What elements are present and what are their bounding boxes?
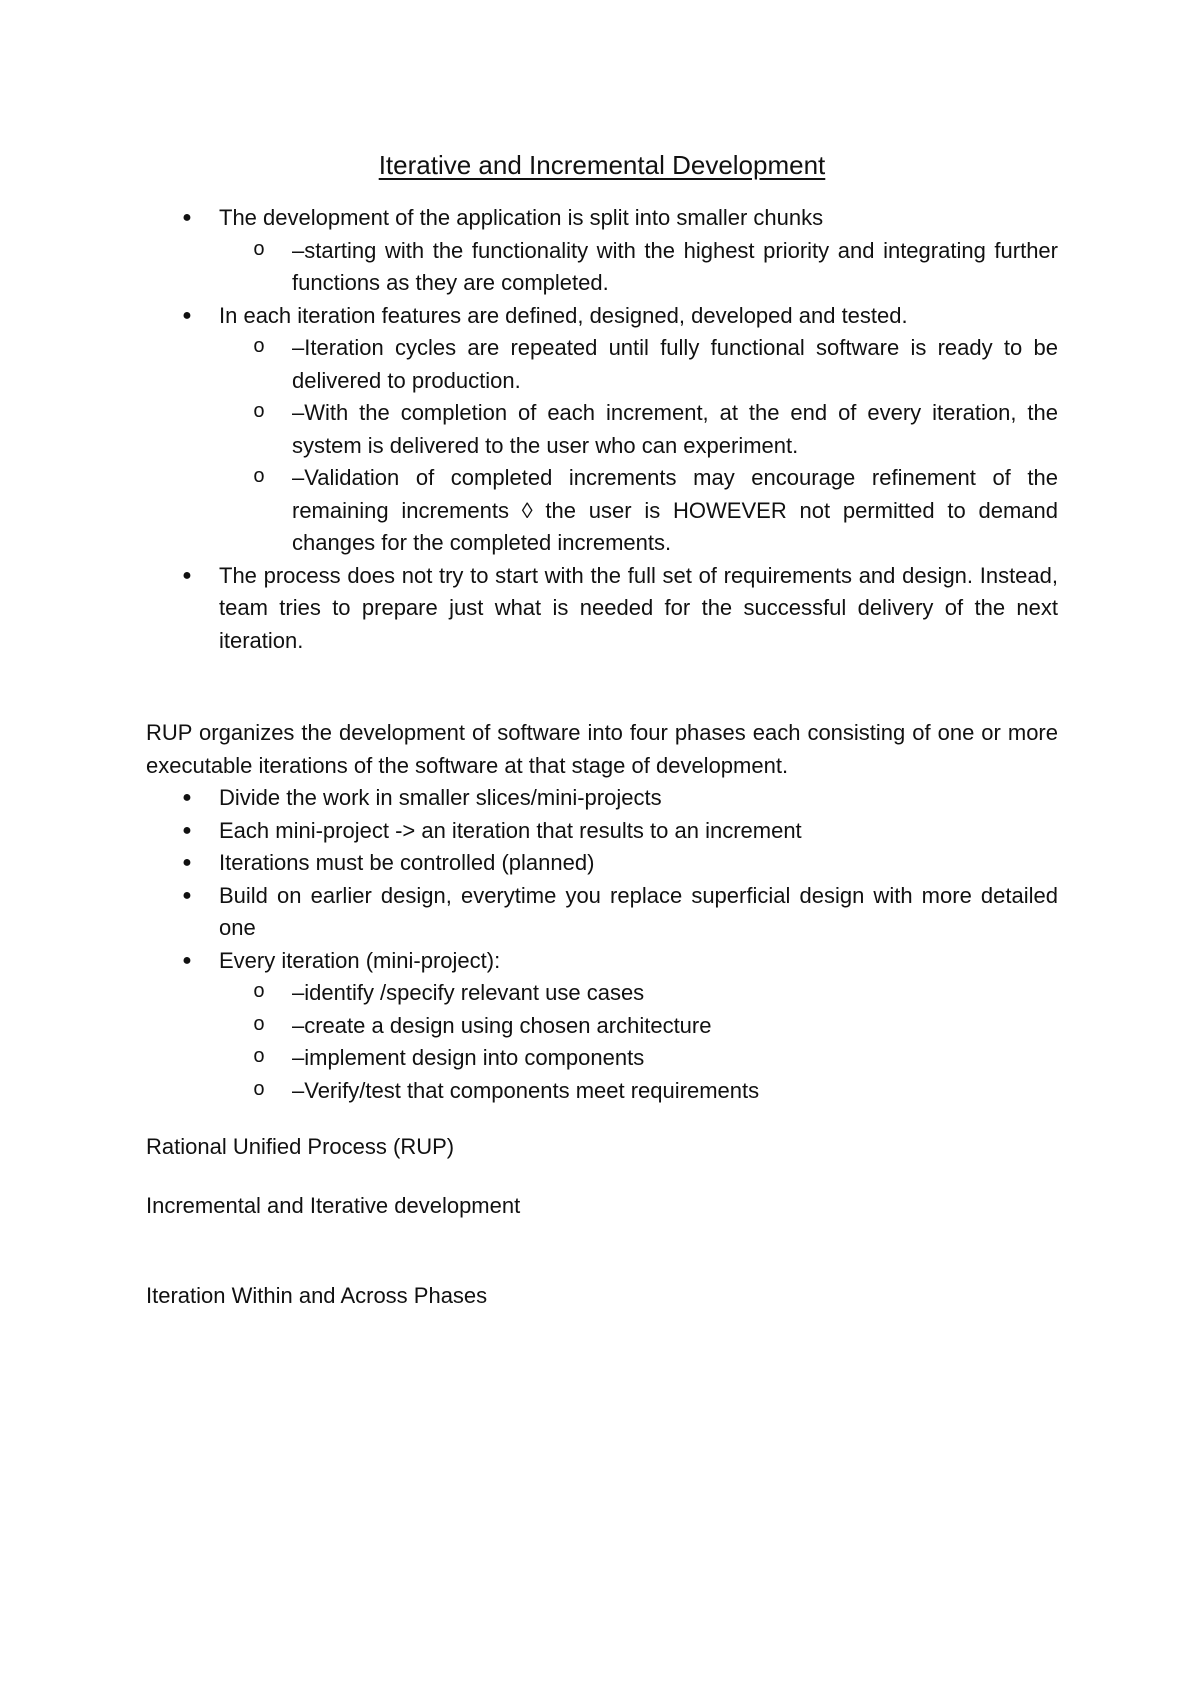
- list-item: [146, 880, 1058, 945]
- bullet-icon: ●: [182, 821, 192, 839]
- sub-list-item-text: –implement design into components: [292, 1045, 645, 1070]
- circle-bullet-icon: o: [253, 238, 266, 262]
- list-item: [146, 782, 1058, 815]
- list-item-text: The development of the application is split into smaller chunks: [219, 205, 824, 230]
- sub-list-item: [146, 1042, 1058, 1075]
- circle-bullet-icon: o: [253, 981, 266, 1004]
- list-item: [146, 815, 1058, 848]
- list-item-text: In each iteration features are defined, designed, developed and tested.: [219, 302, 908, 328]
- sub-list-item: [146, 977, 1058, 1010]
- circle-bullet-icon: o: [253, 1078, 266, 1102]
- list-item-text: Every iteration (mini-project):: [219, 947, 501, 973]
- list-item-text: Each mini-project -> an iteration that results to an increment: [219, 817, 802, 843]
- list-item: [146, 300, 1058, 333]
- bullet-list-iterative: [146, 560, 1058, 658]
- list-item: [146, 202, 1058, 235]
- bullet-icon: ●: [182, 789, 192, 806]
- circle-bullet-icon: o: [253, 1013, 266, 1037]
- circle-bullet-icon: o: [253, 1046, 266, 1069]
- sub-list-item-text: –With the completion of each increment, at the end of every iteration, the system is delivered to the user who can experiment.: [292, 400, 1058, 458]
- bullet-list-iterative: [146, 300, 1058, 333]
- sub-list-item: [146, 235, 1058, 300]
- bullet-icon: ●: [182, 306, 192, 324]
- bullet-icon: ●: [182, 566, 192, 584]
- sub-list-item-text: –identify /specify relevant use cases: [292, 980, 645, 1005]
- bullet-icon: ●: [182, 854, 192, 871]
- heading-iteration-phases: Iteration Within and Across Phases: [146, 1283, 488, 1308]
- list-item: [146, 945, 1058, 978]
- sub-list-item: [146, 462, 1058, 560]
- document-content: [146, 148, 1058, 1313]
- list-item-text: Iterations must be controlled (planned): [219, 850, 595, 875]
- circle-bullet-icon: o: [253, 336, 266, 359]
- list-item-text: Divide the work in smaller slices/mini-projects: [219, 785, 662, 810]
- sub-bullet-list: [146, 332, 1058, 560]
- sub-list-item-text: –starting with the functionality with the highest priority and integrating further functions as they are completed.: [292, 237, 1058, 295]
- bullet-icon: ●: [182, 209, 192, 226]
- bullet-icon: ●: [182, 886, 192, 904]
- circle-bullet-icon: o: [253, 466, 266, 489]
- bullet-list-rup: [146, 782, 1058, 977]
- list-item: [146, 847, 1058, 880]
- circle-bullet-icon: o: [253, 401, 266, 424]
- sub-list-item: [146, 397, 1058, 462]
- heading-incremental-iterative: Incremental and Iterative development: [146, 1192, 521, 1218]
- sub-list-item: [146, 332, 1058, 397]
- sub-bullet-list: [146, 235, 1058, 300]
- sub-bullet-list: [146, 977, 1058, 1107]
- sub-list-item: [146, 1075, 1058, 1108]
- sub-list-item-text: –Validation of completed increments may encourage refinement of the remaining increments ◊ the user is HOWEVER not permitted to demand changes for the completed increments.: [292, 465, 1058, 555]
- bullet-icon: ●: [182, 951, 192, 969]
- sub-list-item-text: –Verify/test that components meet requirements: [292, 1077, 760, 1103]
- list-item: [146, 560, 1058, 658]
- list-item-text: Build on earlier design, everytime you replace superficial design with more detailed one: [219, 882, 1058, 940]
- sub-list-item-text: –Iteration cycles are repeated until fully functional software is ready to be delivered to production.: [292, 335, 1058, 393]
- sub-list-item-text: –create a design using chosen architecture: [292, 1012, 712, 1038]
- page-title: Iterative and Incremental Development: [378, 150, 826, 180]
- sub-list-item: [146, 1010, 1058, 1043]
- list-item-text: The process does not try to start with the full set of requirements and design. Instead, team tries to prepare just what is needed for the successful delivery of the next iteration.: [219, 562, 1058, 653]
- bullet-list-iterative: [146, 202, 1058, 235]
- rup-paragraph: RUP organizes the development of software into four phases each consisting of one or more executable iterations of the software at that stage of development.: [146, 720, 1058, 778]
- heading-rup: Rational Unified Process (RUP): [146, 1134, 455, 1159]
